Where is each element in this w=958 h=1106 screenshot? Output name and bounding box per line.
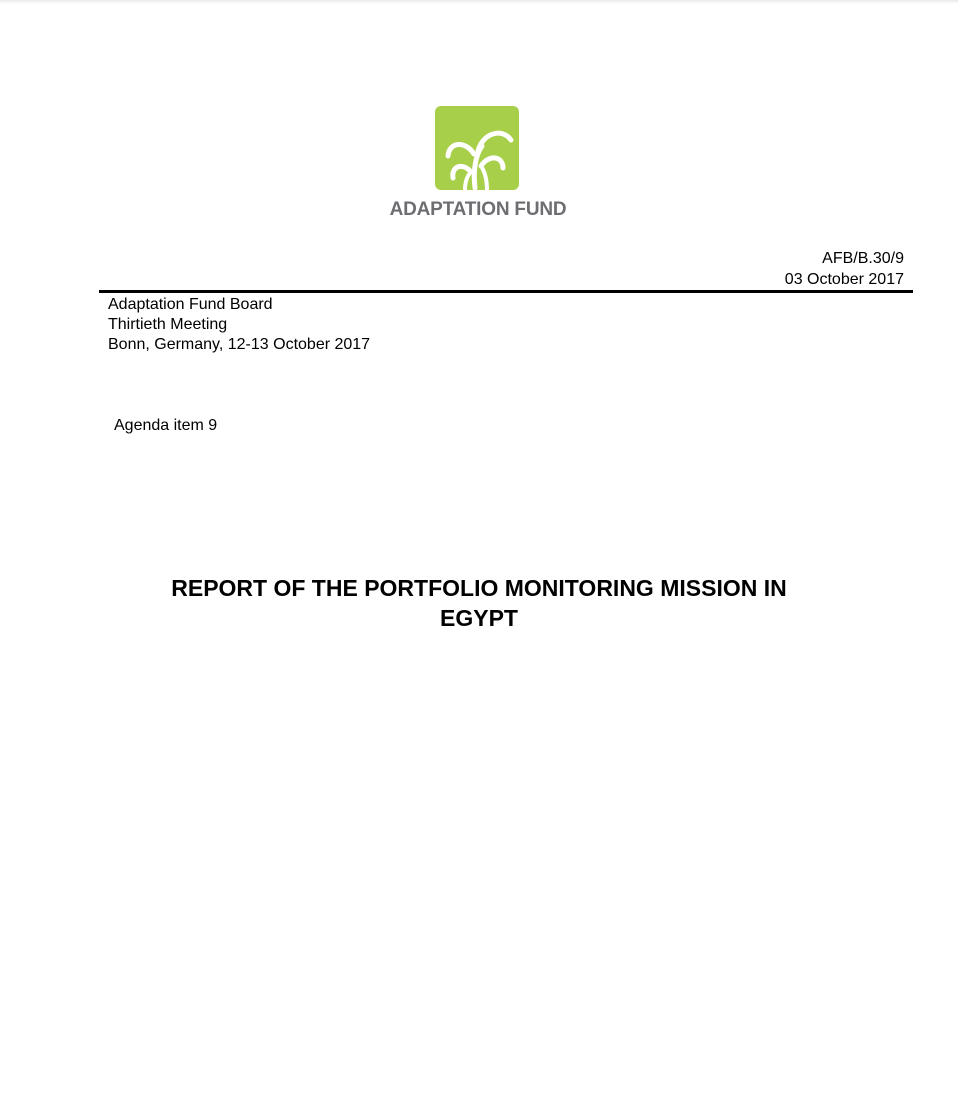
logo-wordmark: ADAPTATION FUND <box>389 199 567 220</box>
meeting-info <box>108 295 370 355</box>
document-title <box>80 573 878 633</box>
document-reference <box>785 248 904 290</box>
agenda-item: Agenda item 9 <box>114 417 218 434</box>
meeting-session: Thirtieth Meeting <box>108 316 228 333</box>
meeting-location-dates: Bonn, Germany, 12-13 October 2017 <box>108 336 371 353</box>
header-divider <box>99 290 913 293</box>
fountain-icon <box>435 106 519 190</box>
adaptation-fund-logo <box>380 106 576 226</box>
document-date: 03 October 2017 <box>784 271 904 288</box>
board-name: Adaptation Fund Board <box>108 296 273 313</box>
page-top-shadow <box>0 0 958 4</box>
document-code: AFB/B.30/9 <box>822 250 904 267</box>
title-line-2: EGYPT <box>440 605 518 631</box>
title-line-1: REPORT OF THE PORTFOLIO MONITORING MISSION IN <box>171 575 787 601</box>
